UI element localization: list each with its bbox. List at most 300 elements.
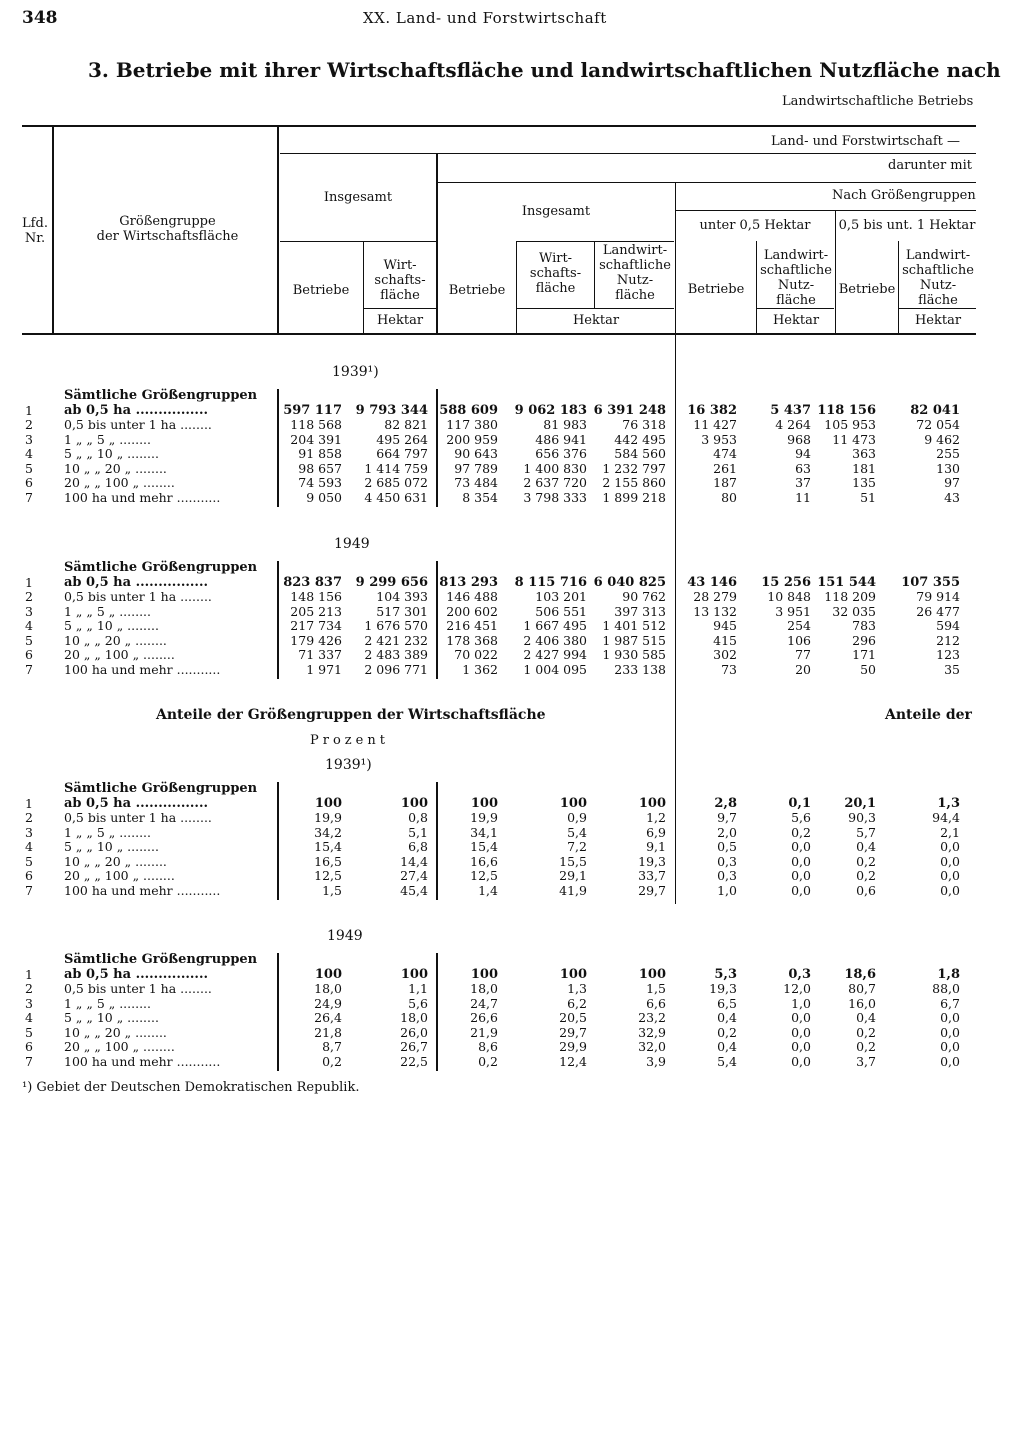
table-cell: 29,9 [559,1039,587,1054]
table-cell: 118 156 [817,402,876,418]
col-header-betriebe-4: Betriebe [838,282,896,297]
table-cell: 1,8 [937,966,960,982]
row-label: 10 „ „ 20 „ ........ [64,853,167,869]
table-cell: 19,3 [709,981,737,996]
table-cell: 71 337 [298,647,342,662]
table-cell: 179 426 [290,632,342,648]
table-cell: 100 [638,795,666,811]
table-cell: 72 054 [916,417,960,432]
row-number: 2 [25,981,33,996]
table-cell: 5,3 [714,966,737,982]
table-cell: 823 837 [283,574,342,590]
col-header-land-forst: Land- und Forstwirtschaft — [771,134,961,149]
table-cell: 5,1 [408,824,428,840]
table-cell: 1,5 [322,882,342,898]
table-cell: 3,9 [646,1053,666,1069]
table-row [0,663,1024,678]
row-number: 1 [25,795,33,811]
table-cell: 32 035 [832,603,876,619]
table-cell: 28 279 [693,589,737,604]
row-number: 5 [25,460,33,476]
table-cell: 15,5 [559,853,587,869]
table-cell: 0,0 [940,853,960,869]
table-cell: 11 427 [693,417,737,432]
row-number: 7 [25,489,33,505]
table-cell: 0,0 [940,882,960,898]
table-row [0,648,1024,663]
table-cell: 98 657 [298,460,342,476]
row-number: 3 [25,603,33,619]
table-cell: 12,5 [470,868,498,883]
row-number: 7 [25,661,33,677]
table-cell: 9,1 [646,839,666,854]
header-rule-insg-a [280,241,436,242]
table-cell: 0,0 [791,1024,811,1040]
section-year-1939: 1939¹) [332,364,379,380]
table-cell: 178 368 [446,632,498,648]
table-cell: 26,6 [470,1010,498,1025]
section-year-1939-pct: 1939¹) [325,757,372,773]
table-cell: 22,5 [400,1053,428,1069]
row-label: 10 „ „ 20 „ ........ [64,460,167,476]
row-label: Sämtliche Größengruppen [64,388,258,403]
table-subtitle: Landwirtschaftliche Betriebs [782,94,974,109]
table-cell: 1 004 095 [523,661,587,677]
table-cell: 584 560 [614,446,666,461]
col-header-nach-gg: Nach Größengruppen [832,188,976,203]
table-cell: 7,2 [567,839,587,854]
row-label-all [0,953,1024,968]
table-cell: 1,3 [937,795,960,811]
col-header-insgesamt-b: Insgesamt [521,204,591,219]
col-header-betriebe-3: Betriebe [687,282,745,297]
table-cell: 181 [852,460,876,476]
table-cell: 4 450 631 [364,489,428,505]
table-cell: 90 762 [622,589,666,604]
section-anteile: Anteile der Größengruppen der Wirtschaftsfläche [156,707,546,723]
table-cell: 3,7 [856,1053,876,1069]
row-label: 0,5 bis unter 1 ha ........ [64,981,212,996]
col-header-hektar-4: Hektar [914,313,962,328]
chapter-title: XX. Land- und Forstwirtschaft [363,9,607,27]
table-cell: 15,4 [314,839,342,854]
row-label: Sämtliche Größengruppen [64,560,258,575]
table-cell: 19,3 [638,853,666,869]
table-row [0,1040,1024,1055]
row-label: 1 „ „ 5 „ ........ [64,603,151,619]
table-cell: 104 393 [376,589,428,604]
table-cell: 24,7 [470,995,498,1011]
row-number: 1 [25,966,33,982]
table-row [0,476,1024,491]
table-cell: 135 [852,475,876,490]
row-number: 6 [25,868,33,883]
row-label: 100 ha und mehr ........... [64,882,221,898]
row-number: 5 [25,853,33,869]
table-cell: 100 [314,966,342,982]
table-cell: 968 [787,431,811,447]
table-row [0,968,1024,983]
row-label: 5 „ „ 10 „ ........ [64,839,159,854]
row-label: ab 0,5 ha ................ [64,795,208,811]
col-header-lw-3b: schaftliche [760,263,832,278]
table-cell: 100 [638,966,666,982]
row-number: 3 [25,995,33,1011]
table-cell: 0,2 [717,1024,737,1040]
table-cell: 594 [936,618,960,633]
table-row [0,418,1024,433]
row-label: 20 „ „ 100 „ ........ [64,1039,175,1054]
col-header-wirt-2c: fläche [535,281,576,296]
row-label: 100 ha und mehr ........... [64,1053,221,1069]
table-cell: 1,0 [717,882,737,898]
table-cell: 233 138 [614,661,666,677]
col-header-lw-4a: Landwirt- [905,248,971,263]
table-cell: 0,4 [717,1039,737,1054]
col-header-insgesamt-a: Insgesamt [323,190,393,205]
table-cell: 1 232 797 [602,460,666,476]
table-cell: 106 [787,632,811,648]
table-cell: 0,0 [791,1010,811,1025]
row-number: 3 [25,824,33,840]
table-cell: 18,0 [470,981,498,996]
table-cell: 33,7 [638,868,666,883]
table-cell: 77 [795,647,811,662]
row-label: Sämtliche Größengruppen [64,952,258,967]
table-cell: 26,0 [400,1024,428,1040]
table-cell: 148 156 [290,589,342,604]
col-header-lw-2d: fläche [615,288,655,303]
col-header-lw-2b: schaftliche [599,258,671,273]
table-cell: 0,5 [717,839,737,854]
table-cell: 21,8 [314,1024,342,1040]
table-cell: 0,9 [567,810,587,825]
table-cell: 664 797 [376,446,428,461]
col-header-betriebe-2: Betriebe [448,283,506,298]
col-header-wirt-1a: Wirt- [383,258,417,273]
table-cell: 6,2 [567,995,587,1011]
table-cell: 5,6 [791,810,811,825]
table-cell: 82 821 [384,417,428,432]
table-cell: 123 [936,647,960,662]
row-number: 4 [25,446,33,461]
table-cell: 0,0 [791,839,811,854]
col-header-betriebe-1: Betriebe [292,283,350,298]
table-cell: 100 [314,795,342,811]
table-cell: 597 117 [283,402,342,418]
table-row [0,869,1024,884]
table-cell: 588 609 [439,402,498,418]
table-cell: 6,6 [646,995,666,1011]
col-header-lw-3a: Landwirt- [763,248,829,263]
table-cell: 1,3 [567,981,587,996]
table-cell: 0,2 [478,1053,498,1069]
table-row [0,1026,1024,1041]
row-number: 4 [25,839,33,854]
table-row [0,826,1024,841]
table-cell: 80 [721,489,737,505]
row-number: 5 [25,1024,33,1040]
table-cell: 2 483 389 [364,647,428,662]
table-cell: 0,4 [856,839,876,854]
table-cell: 0,2 [791,824,811,840]
table-cell: 16,0 [848,995,876,1011]
table-cell: 51 [860,489,876,505]
table-cell: 0,0 [940,1039,960,1054]
table-cell: 0,8 [408,810,428,825]
footnote: ¹) Gebiet der Deutschen Demokratischen Republik. [22,1080,360,1095]
row-label: 10 „ „ 20 „ ........ [64,632,167,648]
table-cell: 11 473 [832,431,876,447]
table-cell: 8 115 716 [514,574,587,590]
table-cell: 1,1 [408,981,428,996]
row-number: 6 [25,475,33,490]
table-cell: 1 971 [306,661,342,677]
header-divider-group [277,125,279,334]
table-cell: 0,2 [856,1039,876,1054]
row-number: 6 [25,1039,33,1054]
row-number: 2 [25,417,33,432]
table-cell: 0,3 [717,868,737,883]
table-cell: 0,0 [791,868,811,883]
col-header-lw-2a: Landwirt- [602,243,668,258]
table-cell: 100 [400,966,428,982]
table-cell: 1 362 [462,661,498,677]
row-label: 20 „ „ 100 „ ........ [64,868,175,883]
header-rule-darunter [280,153,976,154]
table-cell: 90,3 [848,810,876,825]
table-cell: 29,7 [638,882,666,898]
table-cell: 1 930 585 [602,647,666,662]
header-divider-nr [52,125,54,334]
table-cell: 506 551 [535,603,587,619]
table-cell: 0,0 [940,1024,960,1040]
table-row [0,855,1024,870]
table-cell: 3 953 [701,431,737,447]
table-cell: 0,0 [940,839,960,854]
col-header-group-1: Größengruppe [119,214,216,229]
table-cell: 0,0 [940,1053,960,1069]
row-label: 100 ha und mehr ........... [64,489,221,505]
table-row [0,491,1024,506]
table-cell: 486 941 [535,431,587,447]
table-cell: 76 318 [622,417,666,432]
table-cell: 2,8 [714,795,737,811]
header-rule-sub-b [516,308,674,309]
table-cell: 363 [852,446,876,461]
row-number: 7 [25,882,33,898]
table-cell: 0,4 [717,1010,737,1025]
table-cell: 2,0 [717,824,737,840]
table-cell: 216 451 [446,618,498,633]
table-cell: 0,2 [856,853,876,869]
table-cell: 8 354 [462,489,498,505]
table-cell: 6,7 [940,995,960,1011]
row-label: 5 „ „ 10 „ ........ [64,446,159,461]
table-row [0,982,1024,997]
table-cell: 1 400 830 [523,460,587,476]
table-cell: 97 789 [454,460,498,476]
table-cell: 1 987 515 [602,632,666,648]
table-cell: 5,4 [567,824,587,840]
table-cell: 20,1 [844,795,876,811]
table-cell: 1,5 [646,981,666,996]
table-cell: 94,4 [932,810,960,825]
table-title: 3. Betriebe mit ihrer Wirtschaftsfläche und landwirtschaftlichen Nutzfläche nach [88,58,1001,82]
row-label-all [0,389,1024,404]
table-cell: 27,4 [400,868,428,883]
table-cell: 32,0 [638,1039,666,1054]
table-cell: 100 [470,966,498,982]
table-cell: 204 391 [290,431,342,447]
table-cell: 26,7 [400,1039,428,1054]
table-cell: 23,2 [638,1010,666,1025]
table-cell: 6 040 825 [593,574,666,590]
table-cell: 97 [944,475,960,490]
table-cell: 6,9 [646,824,666,840]
table-cell: 783 [852,618,876,633]
table-cell: 0,0 [940,868,960,883]
row-label-all [0,782,1024,797]
table-cell: 1 667 495 [523,618,587,633]
section-anteile-right: Anteile der [885,707,972,723]
table-cell: 945 [713,618,737,633]
table-row [0,797,1024,812]
header-rule-sub-a [363,308,436,309]
col-header-hektar-3: Hektar [772,313,820,328]
header-divider-5 [675,182,676,334]
table-cell: 18,6 [844,966,876,982]
table-cell: 12,5 [314,868,342,883]
table-cell: 0,6 [856,882,876,898]
row-label: ab 0,5 ha ................ [64,402,208,418]
table-cell: 1,0 [791,995,811,1011]
table-cell: 100 [559,966,587,982]
table-cell: 205 213 [290,603,342,619]
table-cell: 26 477 [916,603,960,619]
table-row [0,619,1024,634]
col-header-unter05: unter 0,5 Hektar [699,218,811,233]
col-header-lw-4b: schaftliche [902,263,974,278]
table-cell: 73 [721,661,737,677]
table-cell: 200 959 [446,431,498,447]
table-cell: 90 643 [454,446,498,461]
table-cell: 70 022 [454,647,498,662]
row-label: 1 „ „ 5 „ ........ [64,431,151,447]
table-cell: 81 983 [543,417,587,432]
table-cell: 6,5 [717,995,737,1011]
table-cell: 0,0 [791,1053,811,1069]
section-year-1949-pct: 1949 [327,928,363,944]
table-cell: 45,4 [400,882,428,898]
table-cell: 2 637 720 [523,475,587,490]
header-rule-insg-b [516,241,674,242]
row-label: 20 „ „ 100 „ ........ [64,475,175,490]
table-cell: 100 [559,795,587,811]
table-cell: 442 495 [614,431,666,447]
col-header-05-1: 0,5 bis unt. 1 Hektar [838,218,976,233]
table-cell: 15,4 [470,839,498,854]
header-bottom-rule [22,333,976,335]
table-cell: 415 [713,632,737,648]
table-cell: 1,4 [478,882,498,898]
table-row [0,576,1024,591]
table-cell: 16,5 [314,853,342,869]
col-header-lw-3d: fläche [776,293,816,308]
table-cell: 6,8 [408,839,428,854]
table-row [0,447,1024,462]
row-number: 2 [25,589,33,604]
table-cell: 302 [713,647,737,662]
table-cell: 91 858 [298,446,342,461]
table-cell: 6 391 248 [593,402,666,418]
table-cell: 151 544 [817,574,876,590]
row-number: 6 [25,647,33,662]
table-row [0,433,1024,448]
table-cell: 94 [795,446,811,461]
table-cell: 254 [787,618,811,633]
header-rule-groups [676,210,976,211]
table-cell: 16 382 [687,402,737,418]
table-cell: 88,0 [932,981,960,996]
row-label: 1 „ „ 5 „ ........ [64,824,151,840]
table-cell: 3 798 333 [523,489,587,505]
table-cell: 24,9 [314,995,342,1011]
table-cell: 187 [713,475,737,490]
table-cell: 495 264 [376,431,428,447]
row-label: 0,5 bis unter 1 ha ........ [64,417,212,432]
table-cell: 29,7 [559,1024,587,1040]
table-cell: 2 421 232 [364,632,428,648]
header-rule-sub-c [756,308,834,309]
col-header-nr: Nr. [24,231,46,246]
table-cell: 82 041 [910,402,960,418]
row-label-all [0,561,1024,576]
table-cell: 0,3 [717,853,737,869]
table-cell: 255 [936,446,960,461]
table-cell: 9 050 [306,489,342,505]
table-cell: 63 [795,460,811,476]
table-cell: 212 [936,632,960,648]
table-cell: 100 [470,795,498,811]
table-cell: 474 [713,446,737,461]
row-label: 10 „ „ 20 „ ........ [64,1024,167,1040]
col-header-lfd: Lfd. [22,216,48,231]
table-cell: 19,9 [314,810,342,825]
table-cell: 18,0 [400,1010,428,1025]
table-row [0,590,1024,605]
header-rule-nach [438,182,976,183]
table-cell: 43 [944,489,960,505]
row-label: 0,5 bis unter 1 ha ........ [64,810,212,825]
table-cell: 8,6 [478,1039,498,1054]
col-header-group-2: der Wirtschaftsfläche [96,229,239,244]
table-cell: 200 602 [446,603,498,619]
row-label: 5 „ „ 10 „ ........ [64,618,159,633]
table-cell: 217 734 [290,618,342,633]
table-cell: 50 [860,661,876,677]
table-cell: 2 096 771 [364,661,428,677]
row-label: ab 0,5 ha ................ [64,574,208,590]
table-cell: 73 484 [454,475,498,490]
table-cell: 5 437 [770,402,811,418]
row-number: 7 [25,1053,33,1069]
row-label: 5 „ „ 10 „ ........ [64,1010,159,1025]
table-cell: 0,0 [791,882,811,898]
table-cell: 5,7 [856,824,876,840]
table-cell: 12,4 [559,1053,587,1069]
table-cell: 0,4 [856,1010,876,1025]
